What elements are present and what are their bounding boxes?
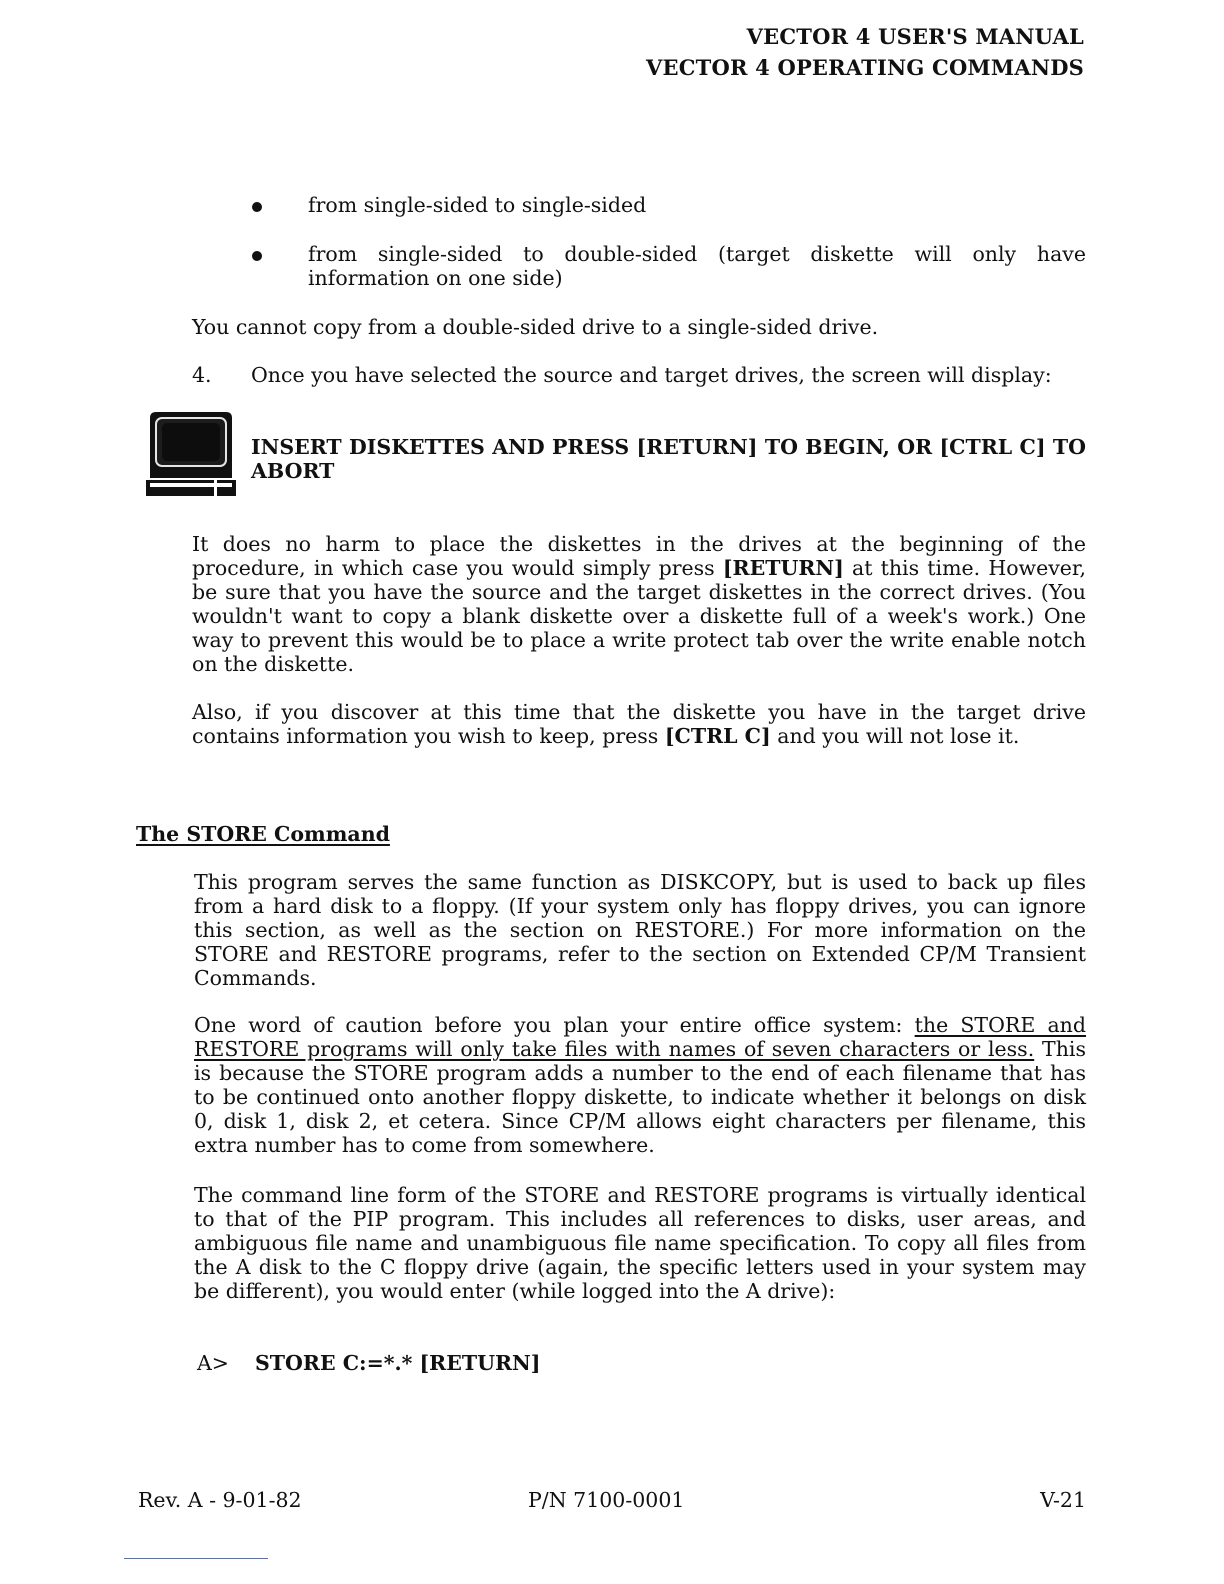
header-manual-title: VECTOR 4 USER'S MANUAL: [746, 24, 1084, 49]
paragraph-no-harm: [192, 532, 1086, 676]
caution-underlined-text: the STORE and RESTORE programs will only take files with names of seven characters or less.: [194, 1013, 1087, 1061]
paragraph-no-harm-part2: at this time. However, be sure that you have the source and the target diskettes in the correct drives. (You wouldn't want to copy a blank diskette over a diskette full of a week's work.) One way to prevent this would be to place a write protect tab over the write enable notch on the diskette.: [192, 556, 1087, 676]
ctrl-c-key-reference: [CTRL C]: [664, 724, 771, 748]
note-single-sided: You cannot copy from a double-sided drive to a single-sided drive.: [192, 315, 879, 339]
footer-revision: Rev. A - 9-01-82: [138, 1488, 302, 1512]
paragraph-also-part2: and you will not lose it.: [770, 724, 1020, 748]
bullet-dot-icon: [252, 251, 262, 261]
footer-part-number: P/N 7100-0001: [528, 1488, 685, 1512]
command-text: STORE C:=*.* [RETURN]: [254, 1351, 541, 1375]
step-number: 4.: [192, 363, 212, 387]
bullet-item-1: from single-sided to single-sided: [308, 193, 647, 217]
header-chapter-title: VECTOR 4 OPERATING COMMANDS: [646, 55, 1084, 80]
paragraph-also: [192, 700, 1086, 748]
section-heading-store: The STORE Command: [136, 822, 390, 846]
scan-edge-line: [124, 1558, 268, 1559]
paragraph-caution-part2: This is because the STORE program adds a number to the end of each filename that has to be continued onto another floppy diskette, to indicate whether it belongs on disk 0, disk 1, disk 2, et cetera. Since CP/M allows eight characters per filename, this extra number has to come from somewhere.: [194, 1037, 1086, 1157]
footer-page-number: V-21: [1040, 1488, 1086, 1512]
step-4-text: Once you have selected the source and target drives, the screen will display:: [251, 363, 1052, 387]
return-key-reference: [RETURN]: [722, 556, 844, 580]
command-prompt: A>: [197, 1351, 229, 1375]
command-example: [197, 1351, 540, 1375]
computer-terminal-icon: [144, 410, 238, 500]
bullet-dot-icon: [252, 202, 262, 212]
paragraph-caution: [194, 1013, 1086, 1157]
bullet-item-2: from single-sided to double-sided (target diskette will only have information on one side): [308, 242, 1086, 290]
paragraph-store: This program serves the same function as DISKCOPY, but is used to back up files from a hard disk to a floppy. (If your system only has floppy drives, you can ignore this section, as well as the section on RESTORE.) For more information on the STORE and RESTORE programs, refer to the section on Extended CP/M Transient Commands.: [194, 870, 1086, 990]
paragraph-also-part1: Also, if you discover at this time that the diskette you have in the target drive contains information you wish to keep, press: [192, 700, 1086, 748]
screen-message: INSERT DISKETTES AND PRESS [RETURN] TO BEGIN, OR [CTRL C] TO ABORT: [251, 435, 1086, 483]
paragraph-command-line: The command line form of the STORE and RESTORE programs is virtually identical to that of the PIP program. This includes all references to disks, user areas, and ambiguous file name and unambiguous file name specification. To copy all files from the A disk to the C floppy drive (again, the specific letters used in your system may be different), you would enter (while logged into the A drive):: [194, 1183, 1086, 1303]
paragraph-no-harm-part1: It does no harm to place the diskettes in the drives at the beginning of the procedure, in which case you would simply press: [192, 532, 1086, 580]
paragraph-caution-part1: One word of caution before you plan your entire office system:: [194, 1013, 915, 1037]
